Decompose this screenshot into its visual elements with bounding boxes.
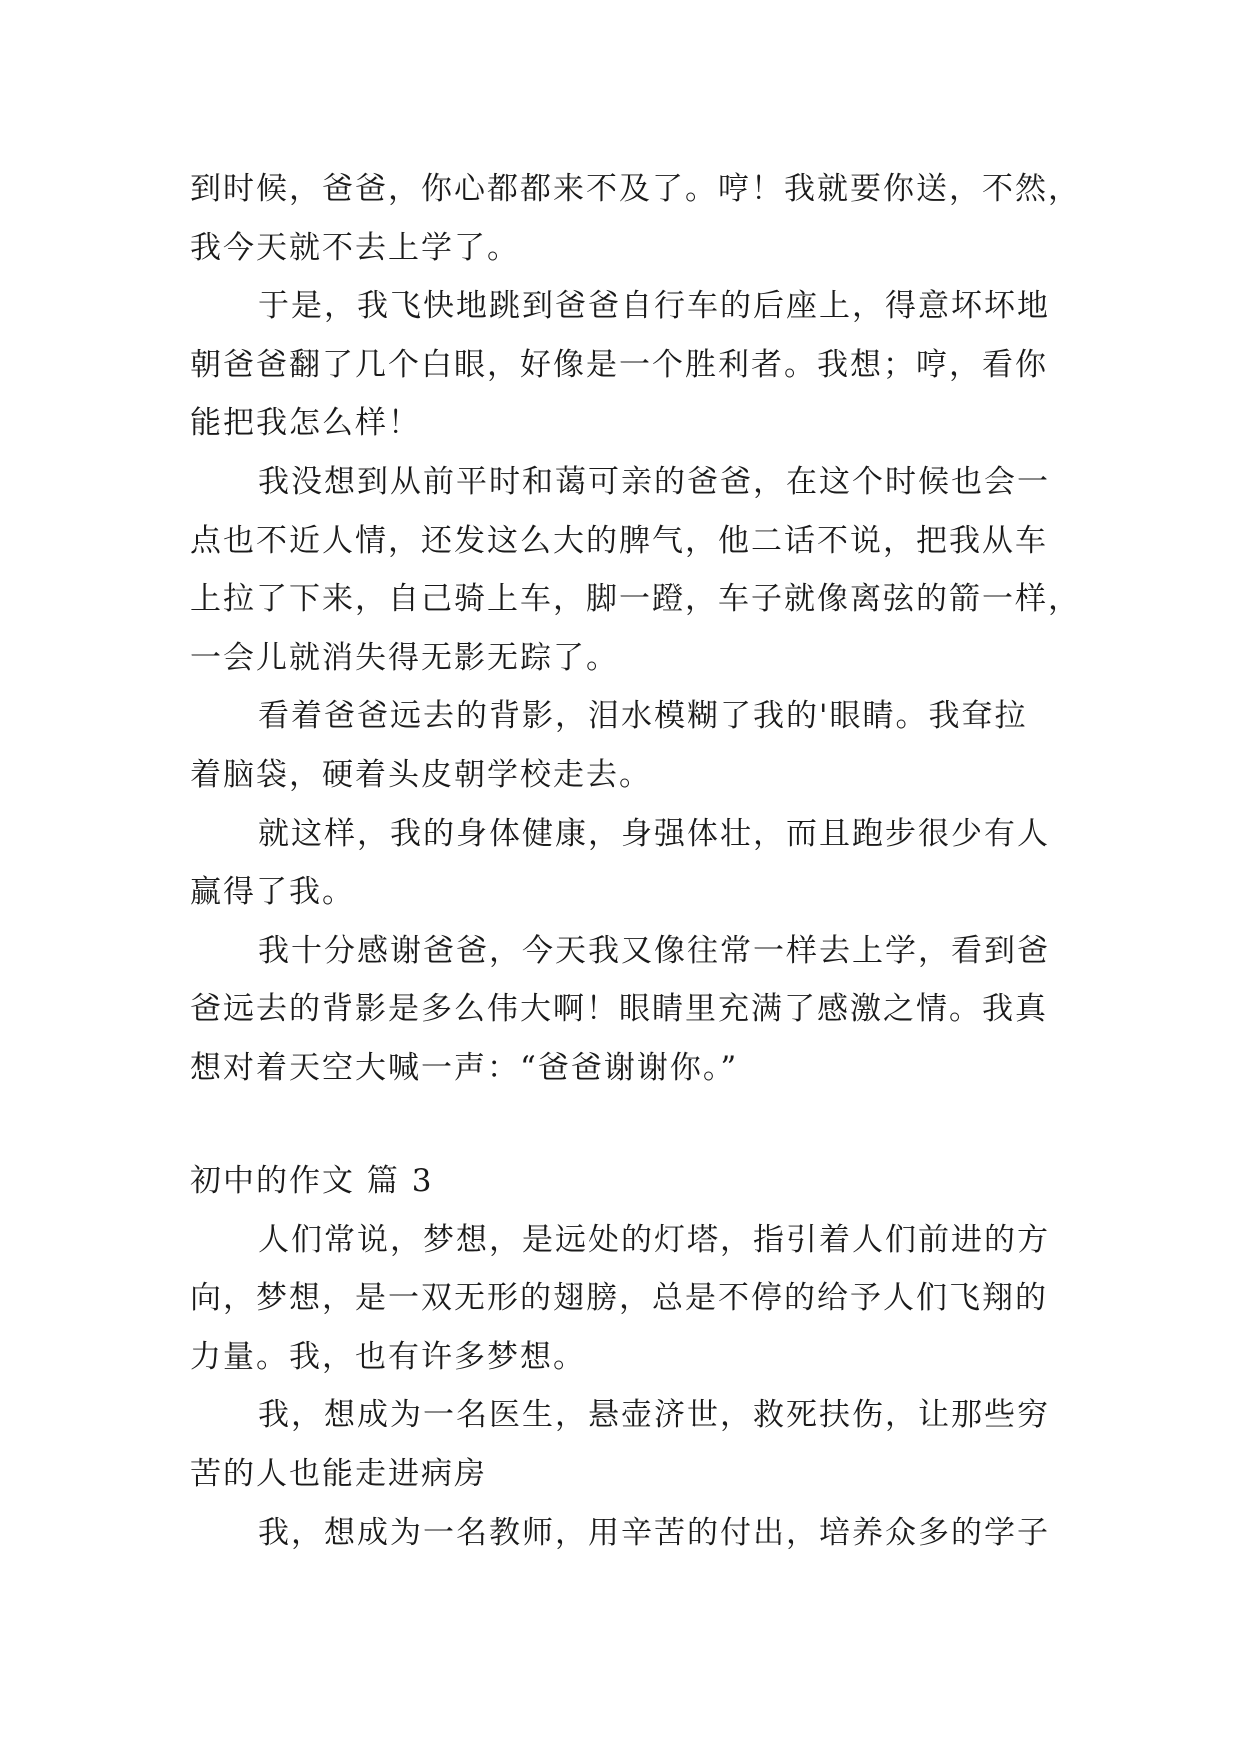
paragraph: [190, 277, 1052, 453]
paragraph: [190, 922, 1052, 1098]
paragraph: [190, 1386, 1052, 1503]
text-line: 点也不近人情，还发这么大的脾气，他二话不说，把我从车: [190, 522, 1048, 559]
text-line: 向，梦想，是一双无形的翅膀，总是不停的给予人们飞翔的: [190, 1280, 1048, 1317]
text-line: 看着爸爸远去的背影，泪水模糊了我的'眼睛。我耷拉: [258, 698, 1028, 735]
text-line: 我，想成为一名教师，用辛苦的付出，培养众多的学子: [258, 1514, 1050, 1551]
essay-section-3: [190, 1152, 1052, 1562]
essay-continuation: [190, 160, 1081, 1098]
text-line: 苦的人也能走进病房: [190, 1455, 487, 1492]
text-line: 于是，我飞快地跳到爸爸自行车的后座上，得意坏坏地: [258, 288, 1050, 325]
paragraph: [190, 453, 1081, 687]
text-line: 着脑袋，硬着头皮朝学校走去。: [190, 756, 652, 793]
text-line: 上拉了下来，自己骑上车，脚一蹬，车子就像离弦的箭一样，: [190, 581, 1081, 618]
text-line: 到时候，爸爸，你心都都来不及了。哼！我就要你送，不然，: [190, 171, 1081, 207]
section-body: [190, 1211, 1052, 1563]
text-line: 我今天就不去上学了。: [190, 229, 520, 266]
text-line: 朝爸爸翻了几个白眼，好像是一个胜利者。我想；哼，看你: [190, 346, 1048, 383]
text-line: 我，想成为一名医生，悬壶济世，救死扶伤，让那些穷: [258, 1397, 1050, 1434]
text-line: 爸远去的背影是多么伟大啊！眼睛里充满了感激之情。我真: [190, 991, 1048, 1028]
text-line: 力量。我，也有许多梦想。: [190, 1338, 586, 1375]
text-line: 我十分感谢爸爸，今天我又像往常一样去上学，看到爸: [258, 932, 1050, 969]
section-title: 初中的作文 篇 3: [190, 1163, 434, 1199]
paragraph: [190, 1504, 1052, 1563]
paragraph: [190, 687, 1052, 804]
paragraph: [190, 805, 1052, 922]
text-line: 赢得了我。: [190, 874, 355, 911]
text-line: 我没想到从前平时和蔼可亲的爸爸，在这个时候也会一: [258, 463, 1050, 500]
paragraph: [190, 1211, 1052, 1387]
paragraph: [190, 160, 1081, 277]
text-line: 一会儿就消失得无影无踪了。: [190, 639, 619, 676]
text-line: 人们常说，梦想，是远处的灯塔，指引着人们前进的方: [258, 1221, 1050, 1258]
text-line: 想对着天空大喊一声：“爸爸谢谢你。”: [190, 1049, 739, 1086]
text-line: 就这样，我的身体健康，身强体壮，而且跑步很少有人: [258, 815, 1050, 852]
text-line: 能把我怎么样！: [190, 405, 421, 442]
